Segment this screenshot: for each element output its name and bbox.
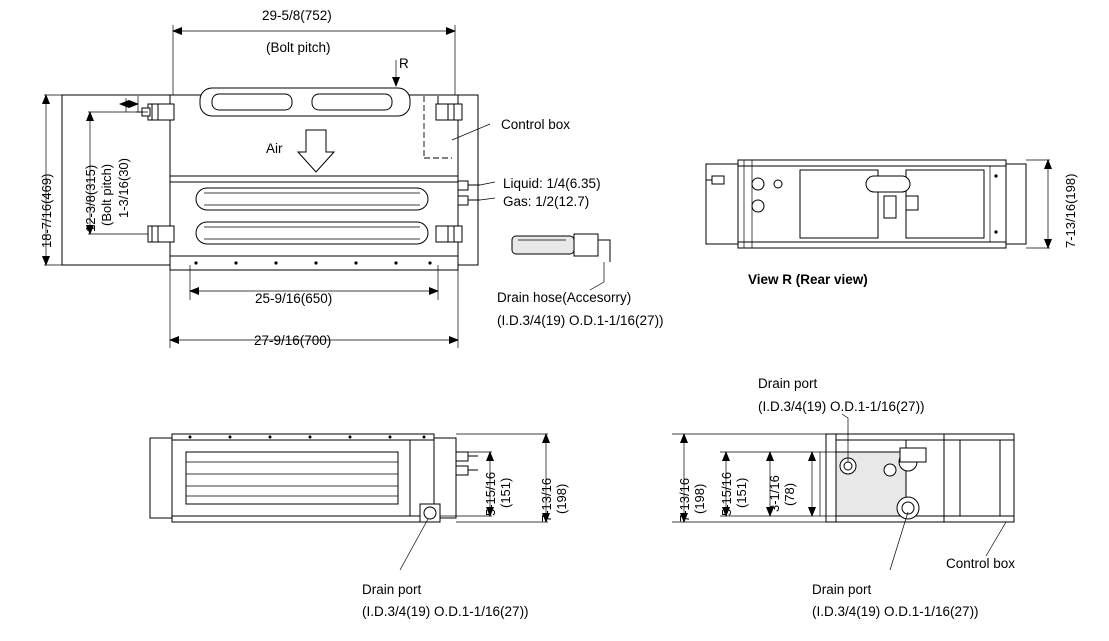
dim-overall-width: 27-9/16(700) (254, 333, 332, 348)
dim-side-total-height: 7-13/16 (677, 477, 692, 522)
label-drain-port-side-bottom-spec: (I.D.3/4(19) O.D.1-1/16(27)) (812, 604, 979, 619)
dim-overall-height: 18-7/16(469) (39, 173, 54, 248)
label-drain-port-front-spec: (I.D.3/4(19) O.D.1-1/16(27)) (362, 604, 529, 619)
dim-bolt-pitch-top: 29-5/8(752) (262, 8, 332, 23)
dim-side-depth: 3-1/16 (767, 475, 782, 512)
label-pipe-liquid: Liquid: 1/4(6.35) (503, 176, 601, 191)
label-air: Air (266, 141, 283, 156)
section-mark-r: R (399, 56, 409, 71)
label-pipe-gas: Gas: 1/2(12.7) (503, 194, 590, 209)
dim-bolt-pitch-side-note: (Bolt pitch) (99, 163, 114, 226)
dim-rear-height: 7-13/16(198) (1063, 173, 1078, 248)
dim-bolt-pitch-top-note: (Bolt pitch) (266, 40, 331, 55)
dim-side-inner-height-mm: (151) (734, 477, 749, 508)
label-drain-port-side-bottom: Drain port (812, 582, 872, 597)
label-drain-hose: Drain hose(Accesorry) (497, 290, 632, 305)
dim-front-inner-height-mm: (151) (498, 477, 513, 508)
dim-small-offset: 1-3/16(30) (116, 158, 131, 218)
caption-rear-view: View R (Rear view) (748, 272, 868, 287)
dim-front-total-height-mm: (198) (554, 483, 569, 514)
label-drain-port-side-top-spec: (I.D.3/4(19) O.D.1-1/16(27)) (758, 399, 925, 414)
rear-view-group (706, 160, 1050, 248)
label-drain-port-side-top: Drain port (758, 376, 818, 391)
label-control-box-top: Control box (501, 117, 571, 132)
dim-inner-width: 25-9/16(650) (255, 291, 333, 306)
label-drain-port-front: Drain port (362, 582, 422, 597)
dim-bolt-pitch-side: 12-3/8(315) (83, 164, 98, 232)
label-control-box-side: Control box (946, 556, 1016, 571)
dim-side-total-height-mm: (198) (692, 483, 707, 514)
dim-front-total-height: 7-13/16 (539, 477, 554, 522)
label-drain-hose-spec: (I.D.3/4(19) O.D.1-1/16(27)) (497, 313, 664, 328)
dim-front-inner-height: 5-15/16 (483, 471, 498, 516)
dim-side-depth-mm: (78) (782, 482, 797, 506)
dim-side-inner-height: 5-15/16 (719, 471, 734, 516)
